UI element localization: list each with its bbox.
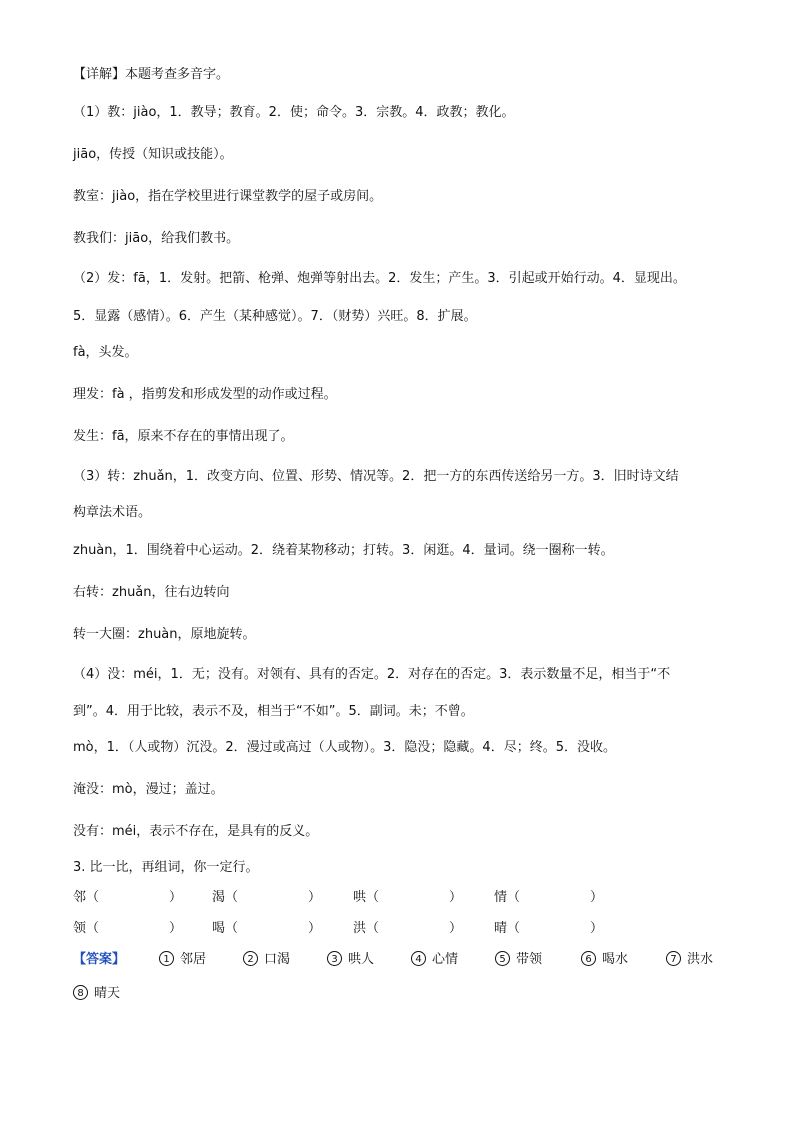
word-grid-row-2 [73, 920, 733, 938]
word-grid-row-1 [73, 889, 733, 907]
example-youzhuan: 右转：zhuǎn，往右边转向 [73, 585, 230, 600]
item-4-mei: （4）没：méi，1．无；没有。对领有、具有的否定。2．对存在的否定。3．表示数量不足，相当于“不 [73, 667, 671, 682]
answer-item: 1 邻居 [159, 950, 206, 970]
answer-item: 4 心情 [411, 950, 458, 970]
example-lifa: 理发：fà ，指剪发和形成发型的动作或过程。 [73, 387, 337, 402]
example-meiyou: 没有：méi，表示不存在，是具有的反义。 [73, 824, 319, 839]
circled-number: 8 [73, 985, 88, 1000]
grid-cell: 哄（ ） [353, 890, 463, 905]
circled-number: 5 [495, 951, 510, 966]
grid-cell: 喝（ ） [212, 921, 322, 936]
answer-item: 7 洪水 [666, 950, 713, 970]
answer-item: 3 哄人 [327, 950, 374, 970]
item-1-jiao-alt: jiāo，传授（知识或技能）。 [73, 147, 233, 162]
answer-label: 【答案】 [73, 952, 126, 967]
grid-cell: 洪（ ） [353, 921, 463, 936]
grid-cell: 领（ ） [73, 921, 183, 936]
circled-number: 7 [666, 951, 681, 966]
item-2-fa: （2）发：fā，1．发射。把箭、枪弹、炮弹等射出去。2．发生；产生。3．引起或开始行动。4．显现出。 [73, 271, 686, 286]
circled-number: 3 [327, 951, 342, 966]
answer-item: 2 口渴 [243, 950, 290, 970]
example-zhuan-yidaquan: 转一大圈：zhuàn，原地旋转。 [73, 627, 256, 642]
grid-cell: 渴（ ） [212, 890, 322, 905]
circled-number: 6 [581, 951, 596, 966]
item-3-zhuan-cont: 构章法术语。 [73, 505, 152, 520]
answer-item: 6 喝水 [581, 950, 628, 970]
item-4-mo: mò，1．（人或物）沉没。2．漫过或高过（人或物）。3．隐没；隐藏。4．尽；终。5．没收。 [73, 740, 616, 755]
item-3-zhuan: （3）转：zhuǎn，1．改变方向、位置、形势、情况等。2．把一方的东西传送给另一方。3．旧时诗文结 [73, 469, 679, 484]
item-4-mei-cont: 到”。4．用于比较，表示不及，相当于“不如”。5．副词。未；不曾。 [73, 704, 474, 719]
circled-number: 4 [411, 951, 426, 966]
grid-cell: 晴（ ） [494, 921, 604, 936]
question-3-title: 3. 比一比，再组词，你一定行。 [73, 860, 259, 875]
item-2-fa-cont: 5．显露（感情）。6．产生（某种感觉）。7．（财势）兴旺。8．扩展。 [73, 309, 477, 324]
item-3-zhuan-alt: zhuàn，1．围绕着中心运动。2．绕着某物移动；打转。3．闲逛。4．量词。绕一圈称一转。 [73, 543, 614, 558]
detail-heading: 【详解】本题考查多音字。 [73, 67, 230, 82]
example-yanmo: 淹没：mò，漫过；盖过。 [73, 782, 224, 797]
example-fasheng: 发生：fā，原来不存在的事情出现了。 [73, 429, 294, 444]
answer-row [73, 950, 733, 970]
circled-number: 1 [159, 951, 174, 966]
answer-item: 8 晴天 [73, 984, 120, 1004]
item-1-jiao: （1）教：jiào，1．教导；教育。2．使；命令。3．宗教。4．政教；教化。 [73, 105, 515, 120]
circled-number: 2 [243, 951, 258, 966]
item-2-fa-alt: fà，头发。 [73, 345, 138, 360]
example-jiao-women: 教我们：jiāo，给我们教书。 [73, 231, 240, 246]
example-jiaoshi: 教室：jiào，指在学校里进行课堂教学的屋子或房间。 [73, 189, 383, 204]
grid-cell: 邻（ ） [73, 890, 183, 905]
grid-cell: 情（ ） [494, 890, 604, 905]
answer-item: 5 带领 [495, 950, 542, 970]
